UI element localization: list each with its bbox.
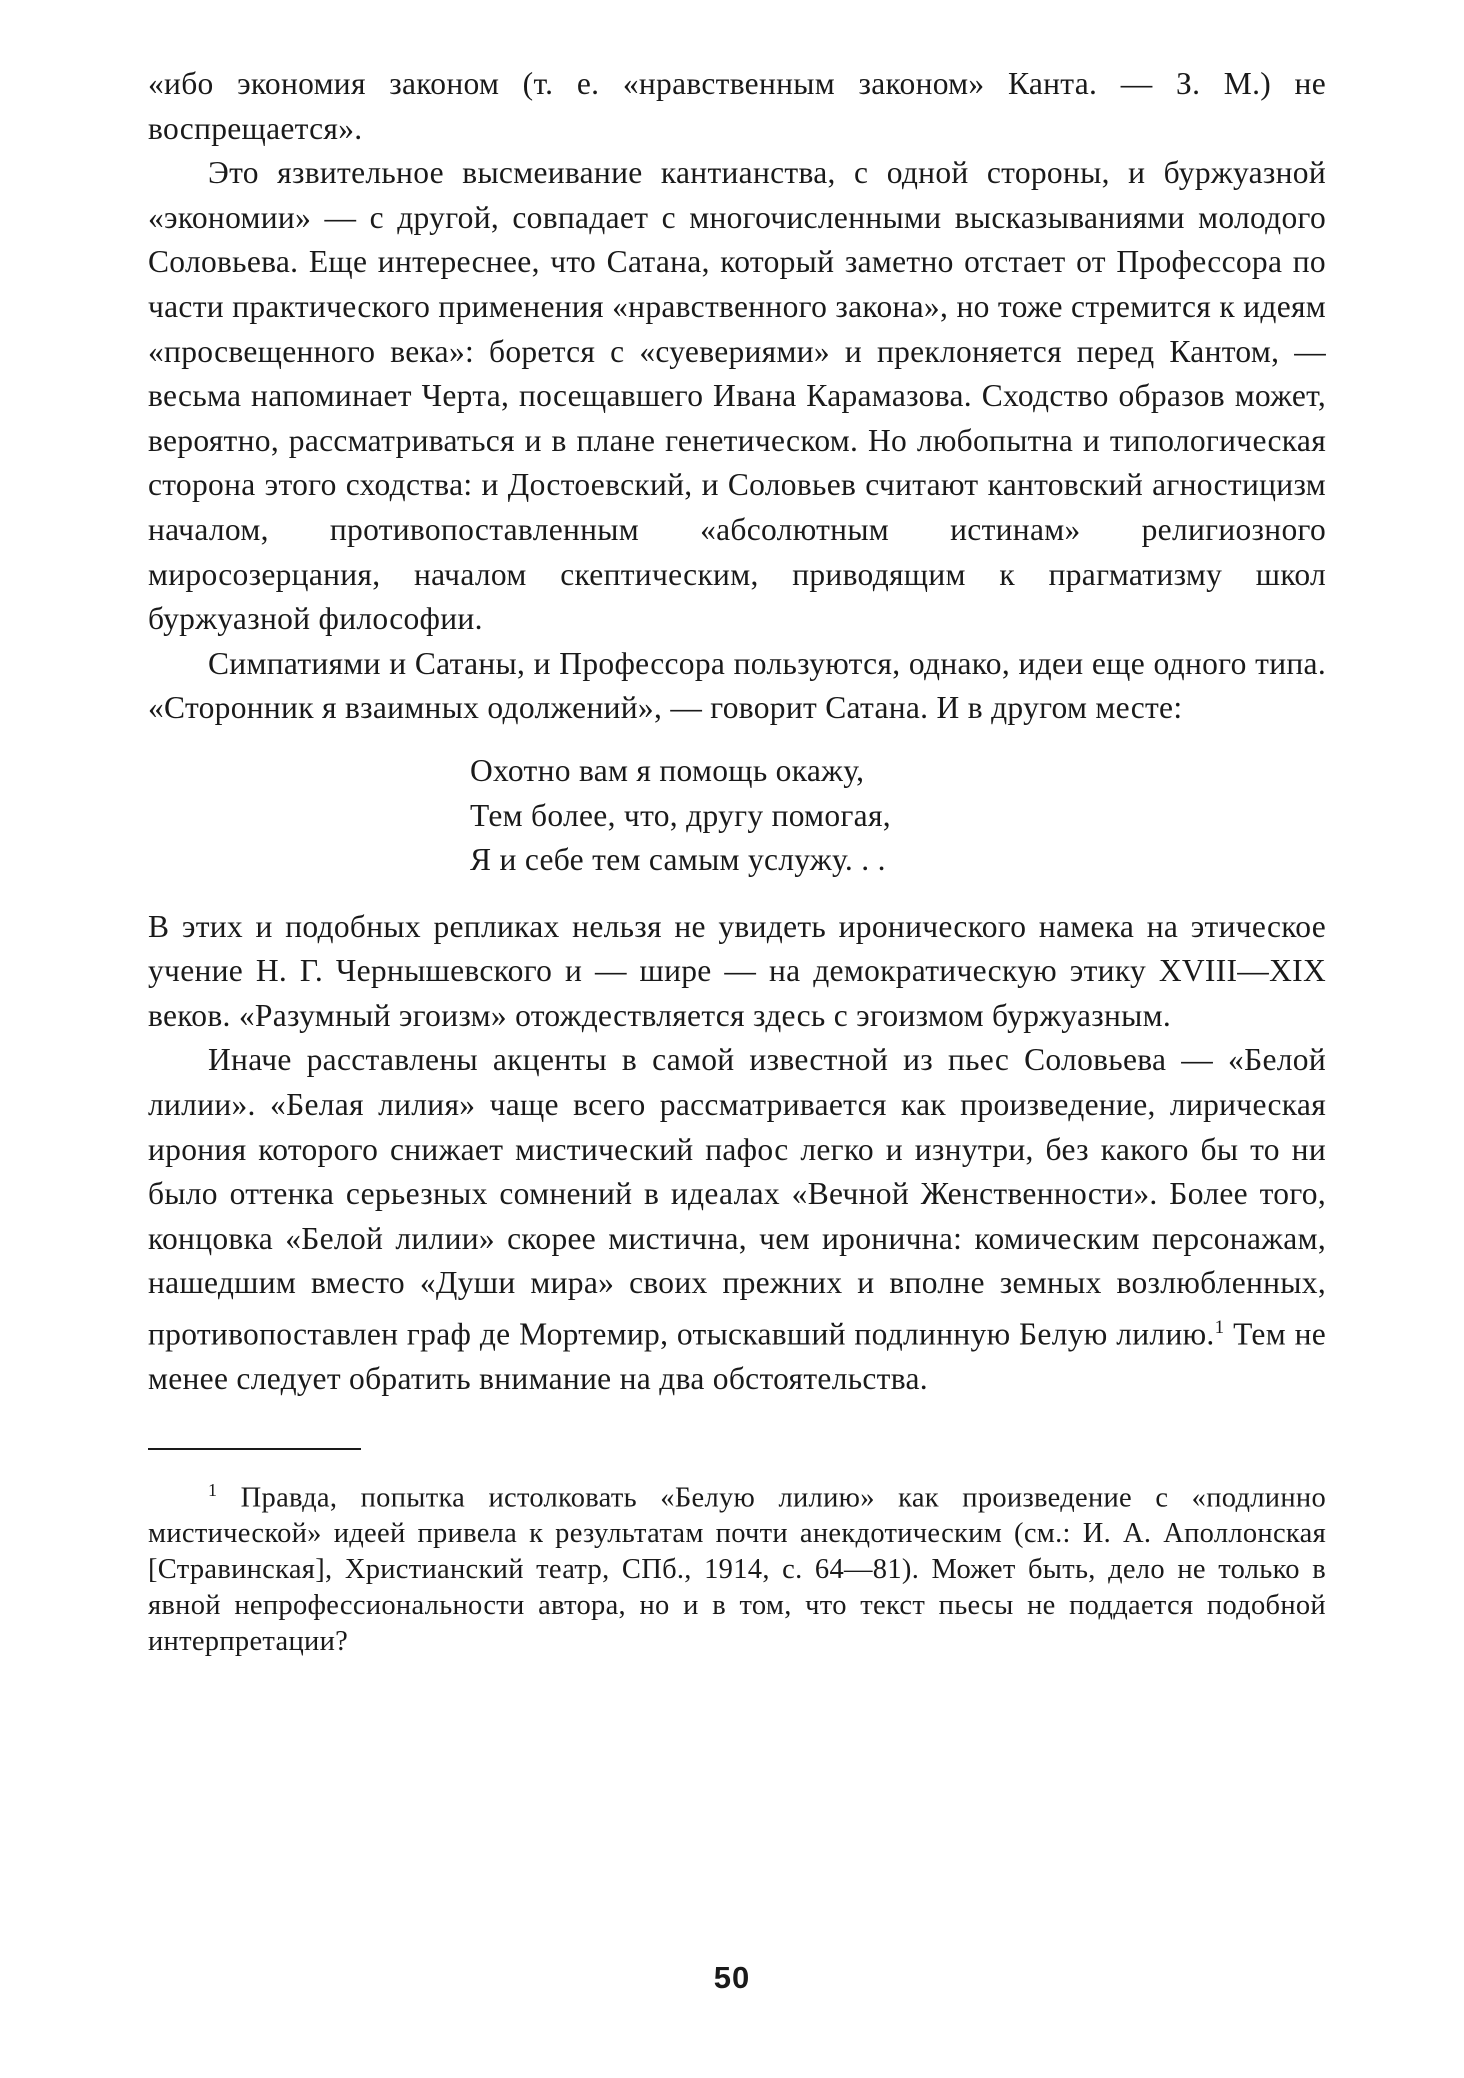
- footnote-mark: 1: [208, 1479, 218, 1500]
- paragraph-3: Симпатиями и Сатаны, и Профессора пользуются, однако, идеи еще одного типа. «Сторонник я взаимных одолжений», — говорит Сатана. И в другом месте:: [148, 645, 1326, 726]
- page-number: 50: [713, 1960, 751, 1995]
- footnote-reference: 1: [1214, 1317, 1225, 1339]
- paragraph-5-text: Иначе расставлены акценты в самой известной из пьес Соловьева — «Белой лилии». «Белая лилия» чаще всего рассматривается как произведение, лирическая ирония которого снижает мистический пафос легко и изнутри, без какого бы то ни было оттенка серьезных сомнений в идеалах «Вечной Женственности». Более того, концовка «Белой лилии» скорее мистична, чем иронична: комическим персонажам, нашедшим вместо «Души мира» своих прежних и вполне земных возлюбленных, противопоставлен граф де Мортемир, отыскавший подлинную Белую лилию.: [148, 1042, 1326, 1352]
- paragraph-1: «ибо экономия законом (т. е. «нравственным законом» Канта. — З. М.) не воспрещается».: [148, 66, 1326, 146]
- footnote-text: Правда, попытка истолковать «Белую лилию» как произведение с «подлинно мистической» идеей привела к результатам почти анекдотическим (см.: И. А. Аполлонская [Стравинская], Христианский театр, СПб., 1914, с. 64—81). Может быть, дело не только в явной непрофессиональности автора, но и в том, что текст пьесы не поддается подобной интерпретации?: [148, 1482, 1326, 1658]
- verse-line-3: Я и себе тем самым услужу. . .: [470, 842, 886, 878]
- paragraph-5: [148, 1038, 1326, 1401]
- footnote-separator: [148, 1448, 361, 1450]
- verse-quotation: [148, 749, 1326, 883]
- paragraph-5-ending: Тем не менее следует обратить внимание на два обстоятельства.: [148, 1316, 1327, 1397]
- paragraph-4: В этих и подобных репликах нельзя не увидеть иронического намека на этическое учение Н. Г. Чернышевского и — шире — на демократическую этику XVIII—XIX веков. «Разумный эгоизм» отождествляется здесь с эгоизмом буржуазным.: [148, 908, 1326, 1033]
- paragraph-2: Это язвительное высмеивание кантианства, с одной стороны, и буржуазной «экономии» — с другой, совпадает с многочисленными высказываниями молодого Соловьева. Еще интереснее, что Сатана, который заметно отстает от Профессора по части практического применения «нравственного закона», но тоже стремится к идеям «просвещенного века»: борется с «суевериями» и преклоняется перед Кантом, — весьма напоминает Черта, посещавшего Ивана Карамазова. Сходство образов может, вероятно, рассматриваться и в плане генетическом. Но любопытна и типологическая сторона этого сходства: и Достоевский, и Соловьев считают кантовский агностицизм началом, противопоставленным «абсолютным истинам» религиозного миросозерцания, началом скептическим, приводящим к прагматизму школ буржуазной философии.: [148, 155, 1326, 637]
- footnote: [148, 1472, 1326, 1661]
- main-text: [148, 62, 1326, 1402]
- page-body: [148, 62, 1326, 1660]
- verse-line-1: Охотно вам я помощь окажу,: [470, 752, 865, 788]
- verse-line-2: Тем более, что, другу помогая,: [470, 797, 891, 833]
